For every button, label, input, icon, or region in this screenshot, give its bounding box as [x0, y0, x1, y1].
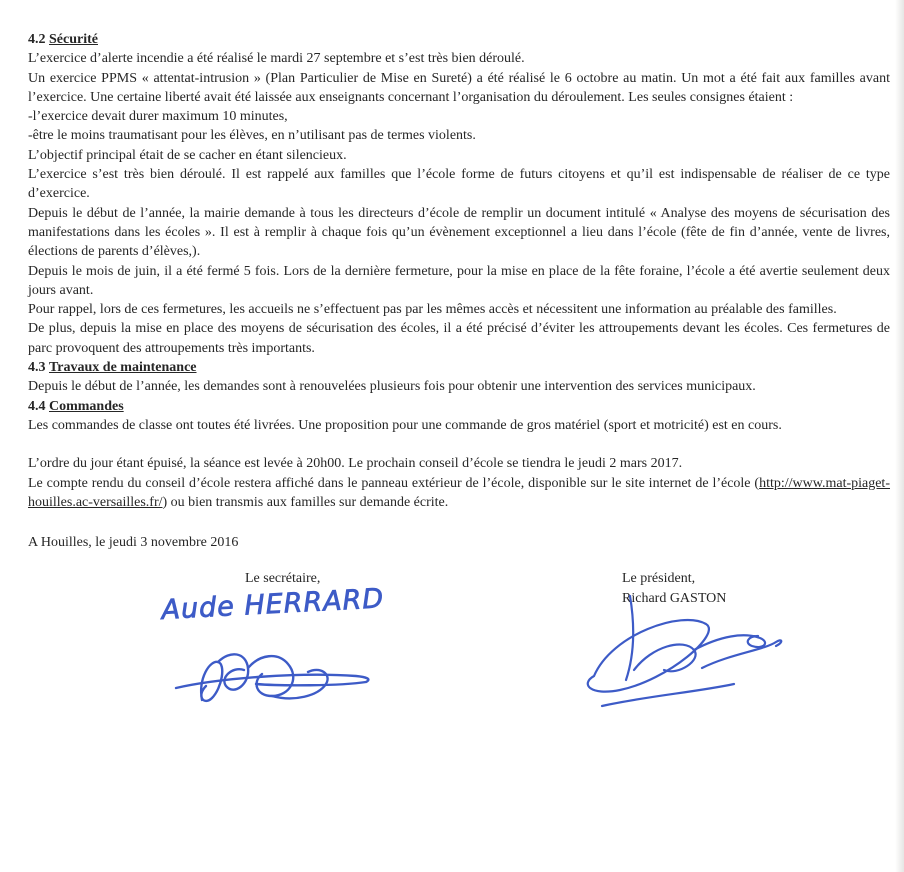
president-role-label: Le président, [622, 571, 696, 587]
closing-line2-suffix: ) ou bien transmis aux familles sur demande écrite. [162, 494, 449, 510]
section-title: Sécurité [49, 32, 98, 47]
paragraph: L’exercice s’est très bien déroulé. Il est rappelé aux familles que l’école forme de futurs citoyens et qu’il est indispensable de réaliser de ce type d’exercice. [28, 167, 890, 202]
section-number: 4.4 [28, 398, 46, 414]
list-item: -être le moins traumatisant pour les élèves, en n’utilisant pas de termes violents. [28, 128, 476, 144]
school-website-url: http://www.mat-piaget-houilles.ac-versailles.fr/ [28, 475, 890, 510]
place-date-line: A Houilles, le jeudi 3 novembre 2016 [28, 535, 239, 551]
paragraph: De plus, depuis la mise en place des moyens de sécurisation des écoles, il a été précisé d’éviter les attroupements devant les écoles. Ces fermetures de parc provoquent des attroupements très importants. [28, 321, 890, 356]
scan-edge-shadow [895, 0, 904, 872]
section-title: Commandes [49, 398, 124, 414]
paragraph: L’objectif principal était de se cacher en étant silencieux. [28, 147, 347, 163]
section-heading-securite [28, 30, 890, 49]
section-number: 4.3 [28, 360, 46, 376]
closing-line1: L’ordre du jour étant épuisé, la séance est levée à 20h00. Le prochain conseil d’école se tiendra le jeudi 2 mars 2017. [28, 456, 683, 472]
paragraph: Depuis le début de l’année, la mairie demande à tous les directeurs d’école de remplir un document intitulé « Analyse des moyens de sécurisation des manifestations dans les écoles ». Il est à remplir à chaque fois qu’un évènement exceptionnel a lieu dans l’école (fête de fin d’année, vente de livres, élections de parents d’élèves,). [28, 205, 890, 260]
secretary-handwritten-name: Aude HERRARD [160, 583, 385, 626]
paragraph: Depuis le mois de juin, il a été fermé 5 fois. Lors de la dernière fermeture, pour la mise en place de la fête foraine, l’école a été avertie seulement deux jours avant. [28, 263, 890, 298]
list-item: -l’exercice devait durer maximum 10 minutes, [28, 109, 288, 125]
section-number: 4.2 [28, 32, 46, 47]
president-name: Richard GASTON [622, 590, 727, 606]
paragraph: L’exercice d’alerte incendie a été réalisé le mardi 27 septembre et s’est très bien déroulé. [28, 51, 525, 67]
president-signature [572, 584, 802, 724]
paragraph: Depuis le début de l’année, les demandes sont à renouvelées plusieurs fois pour obtenir une intervention des services municipaux. [28, 379, 756, 395]
secretary-scribble [176, 654, 368, 701]
paragraph: Un exercice PPMS « attentat-intrusion » (Plan Particulier de Mise en Sureté) a été réalisé le 6 octobre au matin. Un mot a été fait aux familles avant l’exercice. Une certaine liberté avait été laissée aux enseignants concernant l’organisation du déroulement. Les seules consignes étaient : [28, 70, 890, 105]
secretary-role-label: Le secrétaire, [245, 571, 321, 587]
closing-line2-prefix: Le compte rendu du conseil d’école restera affiché dans le panneau extérieur de l’école, disponible sur le site internet de l’école ( [28, 475, 760, 491]
closing-paragraph [28, 454, 890, 512]
paragraph: Les commandes de classe ont toutes été livrées. Une proposition pour une commande de gros matériel (sport et motricité) est en cours. [28, 417, 782, 433]
section-heading-commandes [28, 397, 890, 416]
section-title: Travaux de maintenance [49, 360, 197, 376]
president-scribble [588, 596, 782, 706]
section-heading-travaux [28, 358, 890, 377]
paragraph: Pour rappel, lors de ces fermetures, les accueils ne s’effectuent pas par les mêmes accès et nécessitent une information au préalable des familles. [28, 302, 837, 318]
secretary-signature [160, 578, 410, 718]
document-body [28, 30, 890, 611]
